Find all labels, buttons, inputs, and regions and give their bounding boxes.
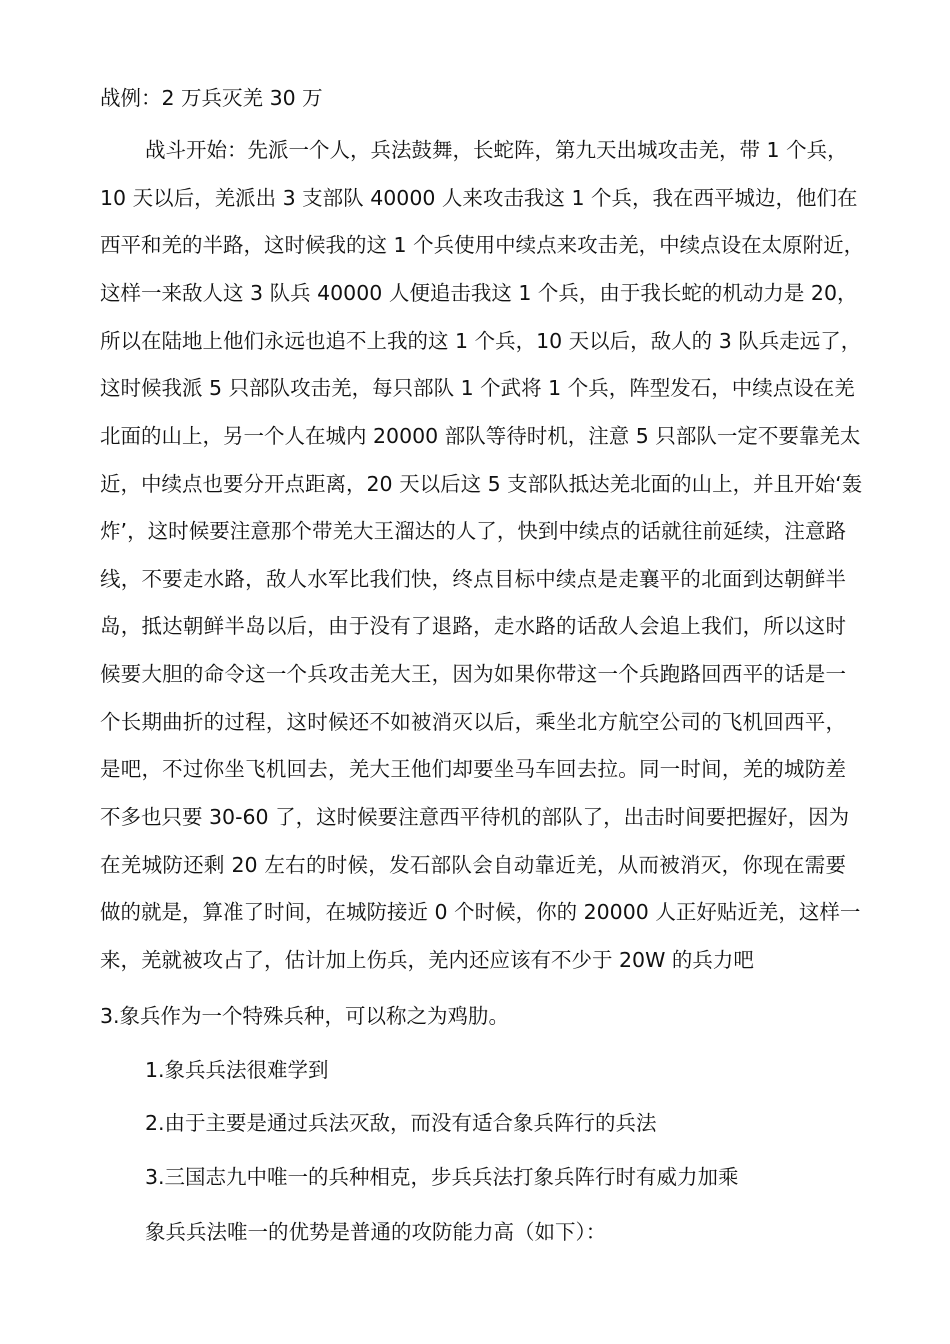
paragraph-line: 来，羌就被攻占了，估计加上伤兵，羌内还应该有不少于 20W 的兵力吧	[100, 948, 754, 972]
paragraph-line: 在羌城防还剩 20 左右的时候，发石部队会自动靠近羌，从而被消灭，你现在需要	[100, 853, 846, 877]
paragraph-line: 候要大胆的命令这一个兵攻击羌大王，因为如果你带这一个兵跑路回西平的话是一	[100, 662, 846, 686]
paragraph-line: 近，中续点也要分开点距离，20 天以后这 5 支部队抵达羌北面的山上，并且开始‘轰	[100, 472, 863, 496]
paragraph-line: 10 天以后，羌派出 3 支部队 40000 人来攻击我这 1 个兵，我在西平城边，他们在	[100, 186, 858, 210]
paragraph-line: 战斗开始：先派一个人，兵法鼓舞，长蛇阵，第九天出城攻击羌，带 1 个兵，	[145, 138, 848, 162]
paragraph-line: 这时候我派 5 只部队攻击羌，每只部队 1 个武将 1 个兵，阵型发石，中续点设在羌	[100, 376, 855, 400]
paragraph-line: 个长期曲折的过程，这时候还不如被消灭以后，乘坐北方航空公司的飞机回西平，	[100, 710, 846, 734]
paragraph-line: 岛，抵达朝鲜半岛以后，由于没有了退路，走水路的话敌人会追上我们，所以这时	[100, 614, 846, 638]
paragraph-line: 是吧，不过你坐飞机回去，羌大王他们却要坐马车回去拉。同一时间，羌的城防差	[100, 757, 846, 781]
list-item: 1.象兵兵法很难学到	[145, 1058, 329, 1082]
paragraph-line: 这样一来敌人这 3 队兵 40000 人便追击我这 1 个兵，由于我长蛇的机动力是 20，	[100, 281, 858, 305]
paragraph-line: 所以在陆地上他们永远也追不上我的这 1 个兵，10 天以后，敌人的 3 队兵走远了，	[100, 329, 862, 353]
paragraph-line: 炸’，这时候要注意那个带羌大王溜达的人了，快到中续点的话就往前延续，注意路	[100, 519, 846, 543]
paragraph-line: 做的就是，算准了时间，在城防接近 0 个时候，你的 20000 人正好贴近羌，这样一	[100, 900, 861, 924]
list-item: 2.由于主要是通过兵法灭敌，而没有适合象兵阵行的兵法	[145, 1111, 657, 1135]
paragraph-line: 北面的山上，另一个人在城内 20000 部队等待时机，注意 5 只部队一定不要靠羌太	[100, 424, 861, 448]
list-item: 3.三国志九中唯一的兵种相克，步兵兵法打象兵阵行时有威力加乘	[145, 1165, 739, 1189]
paragraph-line: 不多也只要 30-60 了，这时候要注意西平待机的部队了，出击时间要把握好，因为	[100, 805, 850, 829]
paragraph-line: 西平和羌的半路，这时候我的这 1 个兵使用中续点来攻击羌，中续点设在太原附近，	[100, 233, 865, 257]
paragraph-line: 线，不要走水路，敌人水军比我们快，终点目标中续点是走襄平的北面到达朝鲜半	[100, 567, 846, 591]
document-heading: 战例：2 万兵灭羌 30 万	[100, 86, 323, 110]
closing-line: 象兵兵法唯一的优势是普通的攻防能力高（如下）：	[145, 1220, 607, 1244]
section-heading: 3.象兵作为一个特殊兵种，可以称之为鸡肋。	[100, 1004, 510, 1028]
